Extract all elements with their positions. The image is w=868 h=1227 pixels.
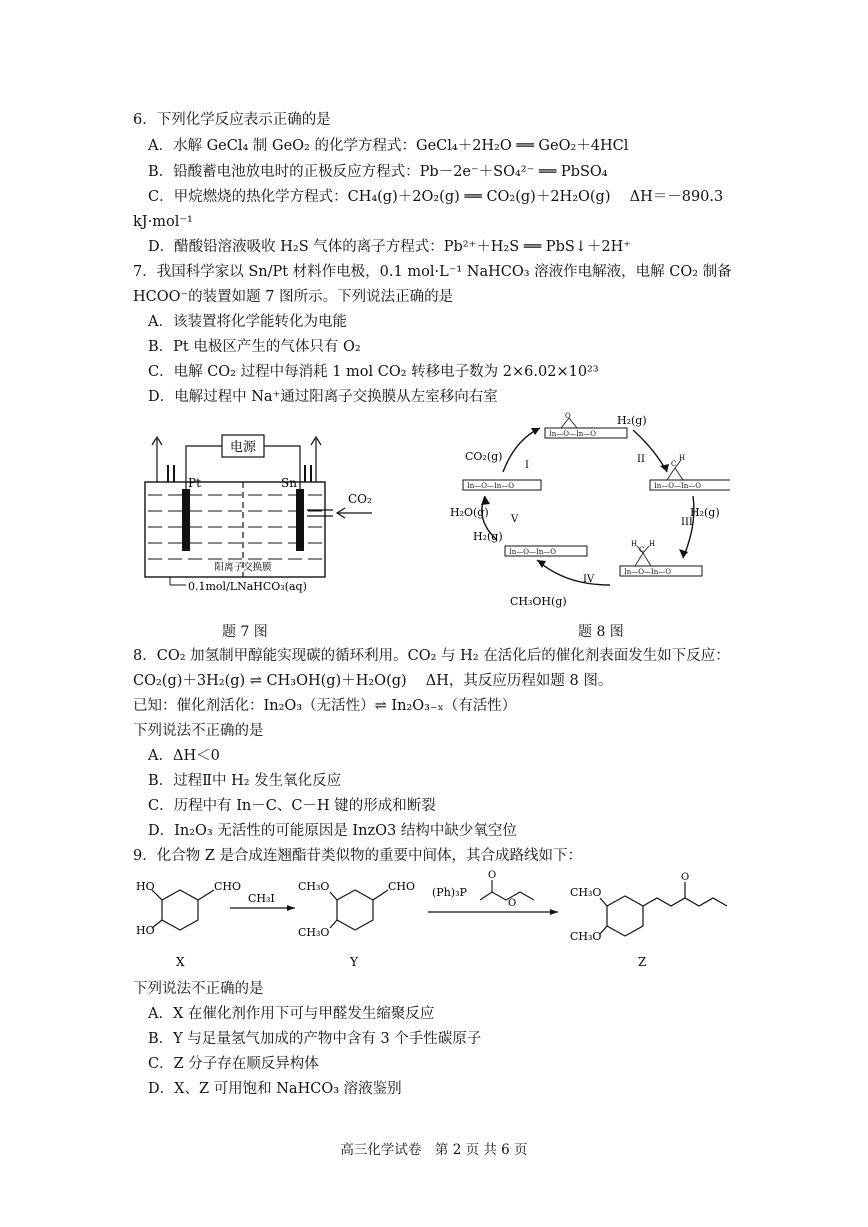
ch3oh-label: CH₃OH(g)	[510, 595, 567, 608]
q7-stem-line1: 7．我国科学家以 Sn/Pt 材料作电极，0.1 mol·L⁻¹ NaHCO₃ 溶液作电解液，电解 CO₂ 制备	[133, 264, 732, 280]
q6-option-c-unit: kJ·mol⁻¹	[133, 214, 193, 230]
figure-8-reaction-cycle	[445, 410, 730, 610]
step-2-label: II	[637, 454, 645, 465]
svg-text:C: C	[671, 460, 677, 468]
page-footer: 高三化学试卷 第 2 页 共 6 页	[340, 1142, 528, 1158]
q8-equation: CO₂(g)＋3H₂(g) ⇌ CH₃OH(g)＋H₂O(g) ΔH，其反应历程如题 8 图。	[133, 673, 613, 689]
q9-synthesis-route	[130, 868, 740, 973]
step-5-label: V	[511, 514, 519, 525]
svg-text:In—O—In—O: In—O—In—O	[624, 568, 672, 576]
svg-text:H: H	[631, 540, 638, 548]
y-cho: CHO	[388, 880, 416, 893]
q7-option-b: B．Pt 电极区产生的气体只有 O₂	[148, 339, 361, 355]
svg-text:In—O—In—O: In—O—In—O	[467, 482, 515, 490]
svg-text:C: C	[639, 546, 645, 554]
q7-stem-line2: HCOO⁻的装置如题 7 图所示。下列说法正确的是	[133, 289, 454, 305]
svg-text:In—O—In—O: In—O—In—O	[549, 430, 597, 438]
h2-right-label: H₂(g)	[690, 506, 720, 519]
h2-top-label: H₂(g)	[617, 414, 647, 427]
figure-8-caption: 题 8 图	[578, 624, 624, 640]
label-y: Y	[350, 955, 358, 969]
reagent-ch3i: CH₃I	[248, 892, 275, 905]
q9-option-a: A．X 在催化剂作用下可与甲醛发生缩聚反应	[148, 1006, 435, 1022]
label-x: X	[176, 955, 185, 969]
q9-option-b: B．Y 与足量氢气加成的产物中含有 3 个手性碳原子	[148, 1031, 482, 1047]
svg-text:In—O—In—O: In—O—In—O	[509, 548, 557, 556]
wittig-ester-o: O	[508, 898, 517, 909]
z-carbonyl-o: O	[681, 872, 690, 883]
y-och3-2: CH₃O	[298, 926, 330, 939]
pt-electrode-label: Pt	[188, 476, 201, 490]
q6-option-c: C．甲烷燃烧的热化学方程式：CH₄(g)＋2O₂(g) ══ CO₂(g)＋2H₂O(g) ΔH＝－890.3	[148, 189, 724, 205]
svg-text:In—O—In—O: In—O—In—O	[654, 482, 702, 490]
q6-option-d: D．醋酸铅溶液吸收 H₂S 气体的离子方程式：Pb²⁺＋H₂S ══ PbS↓＋2H⁺	[148, 239, 631, 255]
q9-option-d: D．X、Z 可用饱和 NaHCO₃ 溶液鉴别	[148, 1081, 402, 1097]
svg-text:H: H	[679, 454, 686, 462]
step-1-label: I	[525, 460, 529, 471]
reagent-ph3p: (Ph)₃P	[432, 886, 467, 899]
z-och3-1: CH₃O	[570, 886, 602, 899]
q9-ask: 下列说法不正确的是	[133, 981, 264, 997]
q9-option-c: C．Z 分子存在顺反异构体	[148, 1056, 319, 1072]
q8-option-a: A．ΔH＜0	[148, 748, 220, 764]
q8-known: 已知：催化剂活化：In₂O₃（无活性）⇌ In₂O₃₋ₓ（有活性）	[133, 698, 517, 714]
label-z: Z	[638, 955, 647, 969]
svg-text:H: H	[649, 540, 656, 548]
q8-ask: 下列说法不正确的是	[133, 723, 264, 739]
z-och3-2: CH₃O	[570, 930, 602, 943]
x-cho: CHO	[214, 880, 242, 893]
membrane-label: 阳离子交换膜	[214, 562, 272, 573]
q8-stem: 8．CO₂ 加氢制甲醇能实现碳的循环利用。CO₂ 与 H₂ 在活化后的催化剂表面发生如下反应：	[133, 648, 730, 664]
figure-7-electrolysis-cell	[140, 425, 380, 600]
co2-label: CO₂(g)	[465, 450, 503, 463]
y-och3-1: CH₃O	[298, 880, 330, 893]
q6-stem: 6．下列化学反应表示正确的是	[133, 112, 331, 128]
q8-option-c: C．历程中有 In－C、C－H 键的形成和断裂	[148, 798, 436, 814]
q8-option-b: B．过程Ⅱ中 H₂ 发生氧化反应	[148, 773, 342, 789]
h2-left-label: H₂(g)	[473, 530, 503, 543]
x-oh-1: HO	[136, 880, 155, 893]
q7-option-c: C．电解 CO₂ 过程中每消耗 1 mol CO₂ 转移电子数为 2×6.02×10²³	[148, 364, 599, 380]
q7-option-a: A．该装置将化学能转化为电能	[148, 314, 347, 330]
q9-stem: 9．化合物 Z 是合成连翘酯苷类似物的重要中间体，其合成路线如下：	[133, 848, 583, 864]
sn-electrode-label: Sn	[281, 476, 297, 490]
electrolyte-label: 0.1mol/LNaHCO₃(aq)	[188, 580, 307, 593]
h2o-label: H₂O(g)	[450, 506, 489, 519]
co2-inlet-label: CO₂	[348, 492, 372, 506]
q6-option-b: B．铅酸蓄电池放电时的正极反应方程式：Pb－2e⁻＋SO₄²⁻ ══ PbSO₄	[148, 164, 608, 180]
q8-option-d: D．In₂O₃ 无活性的可能原因是 InzO3 结构中缺少氧空位	[148, 823, 517, 839]
step-3-label: III	[681, 517, 693, 528]
power-supply-label: 电源	[229, 440, 257, 455]
q7-option-d: D．电解过程中 Na⁺通过阳离子交换膜从左室移向右室	[148, 389, 498, 405]
svg-text:O: O	[565, 412, 571, 420]
figure-7-caption: 题 7 图	[222, 624, 268, 640]
step-4-label: IV	[583, 574, 595, 585]
q6-option-a: A．水解 GeCl₄ 制 GeO₂ 的化学方程式：GeCl₄＋2H₂O ══ GeO₂＋4HCl	[148, 138, 629, 154]
x-oh-2: HO	[136, 924, 155, 937]
wittig-carbonyl-o: O	[488, 870, 497, 881]
